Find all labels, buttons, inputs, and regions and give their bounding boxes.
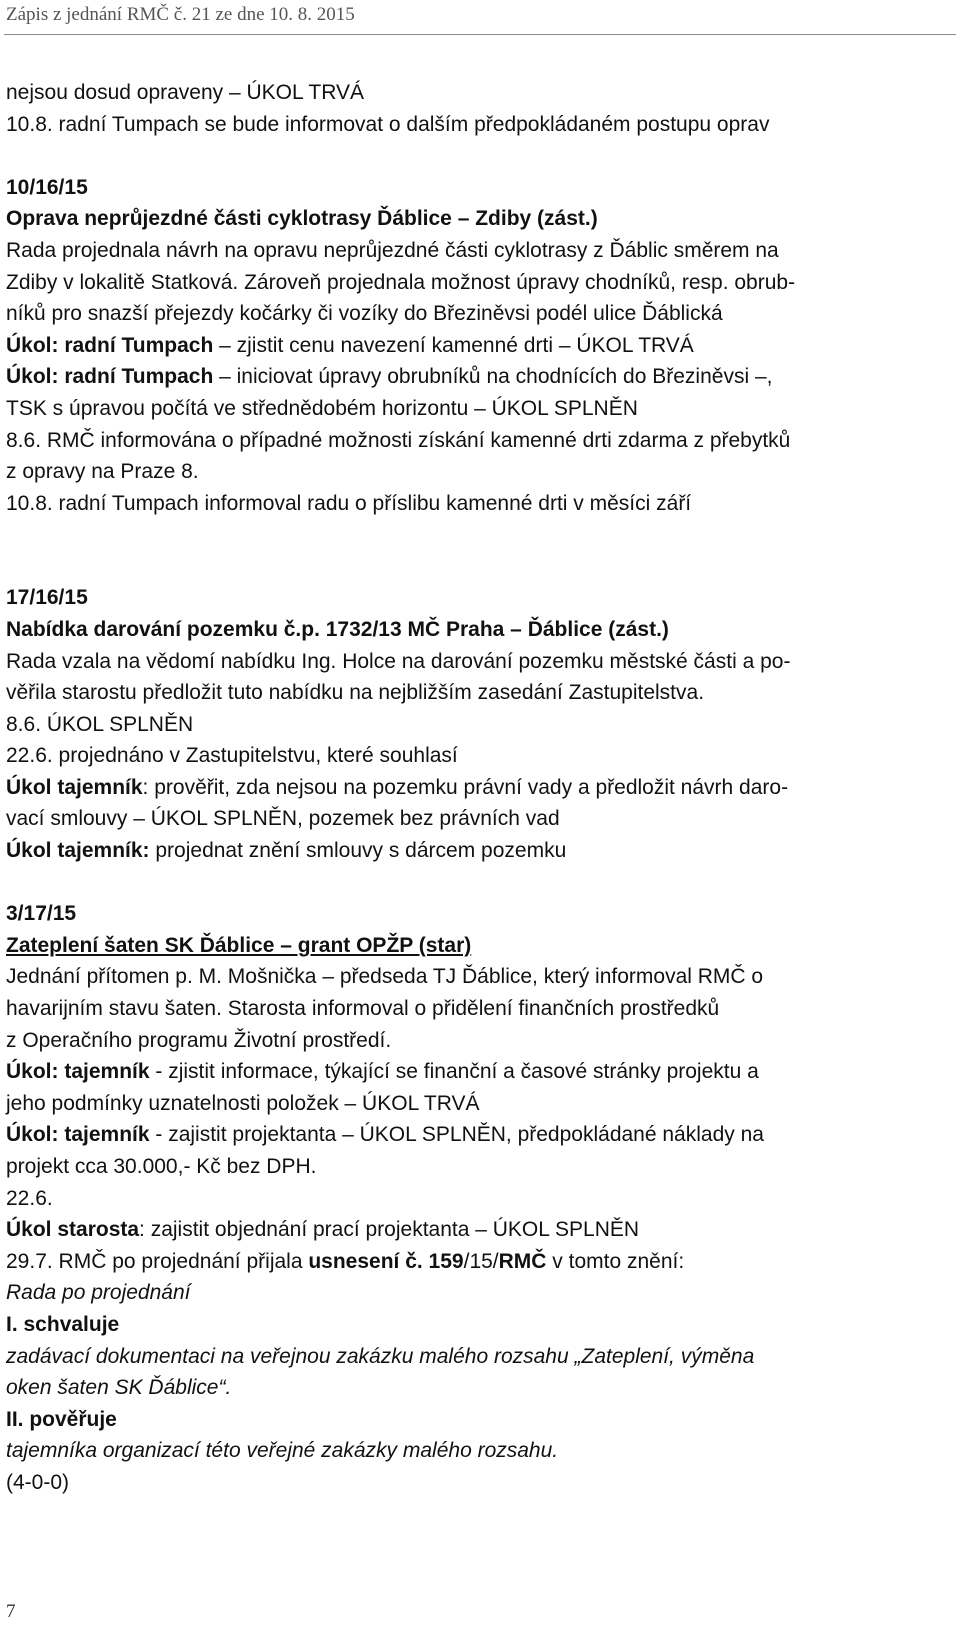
text-line: věřila starostu předložit tuto nabídku na nejbližším zasedání Zastupitelstva.	[6, 681, 705, 705]
item-number: 3/17/15	[6, 902, 77, 926]
task-text: : zajistit objednání prací projektanta – ÚKOL SPLNĚN	[139, 1218, 640, 1242]
header-divider	[4, 34, 956, 35]
task-text: - zajistit projektanta – ÚKOL SPLNĚN, předpokládané náklady na	[149, 1123, 764, 1147]
task-line	[6, 1119, 956, 1151]
item-title: Oprava neprůjezdné části cyklotrasy Ďáblice – Zdiby (zást.)	[6, 207, 598, 231]
resolution-pre: 29.7. RMČ po projednání přijala	[6, 1249, 309, 1273]
task-text: – zjistit cenu navezení kamenné drti – ÚKOL TRVÁ	[213, 333, 694, 357]
task-label: Úkol starosta	[6, 1218, 140, 1242]
document-header: Zápis z jednání RMČ č. 21 ze dne 10. 8. 2015	[6, 4, 355, 25]
item-number: 17/16/15	[6, 586, 88, 610]
resolution-number: usnesení č. 159	[308, 1249, 464, 1273]
item-number: 10/16/15	[6, 175, 88, 199]
task-text: - zjistit informace, týkající se finanční a časové stránky projektu a	[149, 1060, 759, 1084]
task-line	[6, 361, 956, 393]
resolution-post: v tomto znění:	[546, 1249, 685, 1273]
text-line: 8.6. RMČ informována o případné možnosti získání kamenné drti zdarma z přebytků	[6, 428, 791, 452]
item-title: Zateplení šaten SK Ďáblice – grant OPŽP (star)	[6, 933, 472, 957]
text-line: havarijním stavu šaten. Starosta informoval o přidělení finančních prostředků	[6, 997, 720, 1021]
text-line: Jednání přítomen p. M. Mošnička – předseda TJ Ďáblice, který informoval RMČ o	[6, 965, 764, 989]
task-line	[6, 1214, 956, 1246]
text-line: 22.6. projednáno v Zastupitelstvu, které souhlasí	[6, 744, 458, 768]
task-text: – iniciovat úpravy obrubníků na chodnících do Březiněvsi –,	[213, 365, 773, 389]
document-body	[6, 77, 956, 1499]
text-line: Rada projednala návrh na opravu neprůjezdné části cyklotrasy z Ďáblic směrem na	[6, 238, 779, 262]
text-line: 8.6. ÚKOL SPLNĚN	[6, 712, 194, 736]
text-line: jeho podmínky uznatelnosti položek – ÚKOL TRVÁ	[6, 1091, 480, 1115]
vote-result: (4-0-0)	[6, 1470, 70, 1494]
task-line	[6, 330, 956, 362]
text-line: z opravy na Praze 8.	[6, 460, 199, 484]
task-label: Úkol: radní Tumpach	[6, 333, 214, 357]
text-line: vací smlouvy – ÚKOL SPLNĚN, pozemek bez právních vad	[6, 807, 560, 831]
task-text: : prověřit, zda nejsou na pozemku právní vady a předložit návrh daro-	[142, 775, 789, 799]
resolution-point-text: oken šaten SK Ďáblice“.	[6, 1376, 232, 1400]
text-line: z Operačního programu Životní prostředí.	[6, 1028, 392, 1052]
task-line	[6, 1056, 956, 1088]
resolution-point-heading: II. pověřuje	[6, 1407, 117, 1431]
task-text: projednat znění smlouvy s dárcem pozemku	[149, 839, 567, 863]
text-line: nejsou dosud opraveny – ÚKOL TRVÁ	[6, 81, 364, 104]
resolution-intro: Rada po projednání	[6, 1281, 191, 1305]
resolution-mid: /15/	[463, 1249, 499, 1273]
text-line: TSK s úpravou počítá ve střednědobém horizontu – ÚKOL SPLNĚN	[6, 396, 638, 420]
resolution-point-heading: I. schvaluje	[6, 1312, 120, 1336]
resolution-point-text: zadávací dokumentaci na veřejnou zakázku malého rozsahu „Zateplení, výměna	[6, 1344, 755, 1368]
resolution-line	[6, 1246, 956, 1278]
task-label: Úkol tajemník	[6, 775, 143, 799]
date-line: 22.6.	[6, 1186, 53, 1210]
task-label: Úkol tajemník:	[6, 839, 150, 863]
task-line	[6, 835, 956, 867]
item-title: Nabídka darování pozemku č.p. 1732/13 MČ Praha – Ďáblice (zást.)	[6, 617, 669, 641]
resolution-suffix: RMČ	[498, 1249, 547, 1273]
task-label: Úkol: radní Tumpach	[6, 365, 214, 389]
task-label: Úkol: tajemník	[6, 1123, 150, 1147]
text-line: Zdiby v lokalitě Statková. Zároveň projednala možnost úpravy chodníků, resp. obrub-	[6, 270, 796, 294]
text-line: Rada vzala na vědomí nabídku Ing. Holce na darování pozemku městské části a po-	[6, 649, 791, 673]
task-line	[6, 772, 956, 804]
page-number: 7	[6, 1601, 16, 1622]
text-line: projekt cca 30.000,- Kč bez DPH.	[6, 1155, 317, 1178]
text-line: 10.8. radní Tumpach se bude informovat o dalším předpokládaném postupu oprav	[6, 112, 770, 136]
text-line: 10.8. radní Tumpach informoval radu o příslibu kamenné drti v měsíci září	[6, 491, 692, 515]
resolution-point-text: tajemníka organizací této veřejné zakázky malého rozsahu.	[6, 1439, 559, 1463]
task-label: Úkol: tajemník	[6, 1060, 150, 1084]
text-line: níků pro snazší přejezdy kočárky či vozíky do Březiněvsi podél ulice Ďáblická	[6, 302, 723, 326]
